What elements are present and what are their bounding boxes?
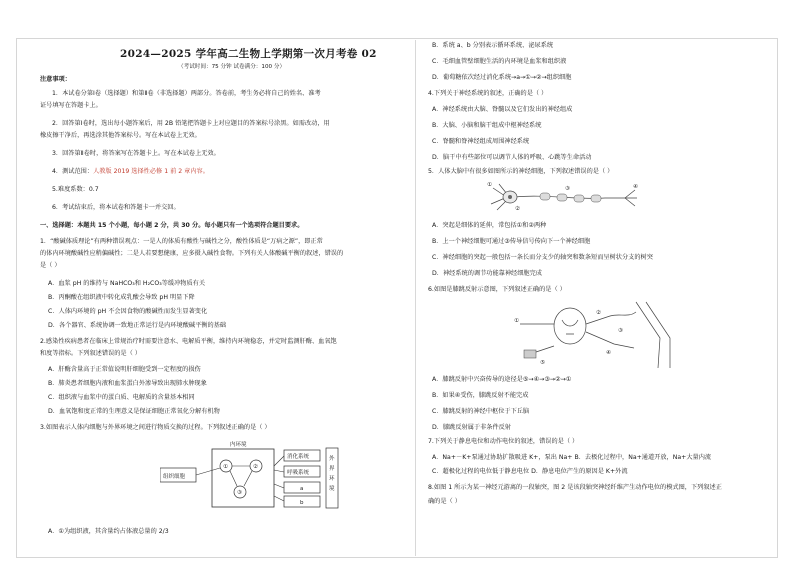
outside-label-2: 界 [329, 466, 335, 472]
q4-option-d: D．脑干中有些部位可以调节人体的呼吸、心跳等生命活动 [432, 154, 592, 161]
breath-label: 呼吸系统 [287, 470, 310, 476]
q5-option-d: D．神经系统的调节功能靠神经细胞完成 [432, 270, 542, 277]
reflex-label-3: ③ [618, 328, 623, 334]
inner-env-box [212, 449, 274, 507]
q4-line: 4.下列关于神经系统的叙述，正确的是（ ） [428, 90, 548, 97]
exam-subtitle: （考试时间：75 分钟 试卷满分：100 分） [178, 64, 286, 70]
motor-nerve [586, 332, 634, 348]
nerve-path [586, 312, 636, 324]
cell-label: 组织细胞 [163, 474, 186, 480]
arrow-inner-breath [274, 470, 284, 472]
digest-label: 消化系统 [287, 454, 310, 460]
q3-line: 3.如图表示人体内细胞与外界环境之间进行物质交换的过程。下列叙述正确的是（ ） [40, 424, 271, 431]
outside-label-1: 外 [329, 456, 335, 462]
hammer-head [524, 350, 536, 358]
arrow-inner-digest [274, 456, 284, 466]
neuron-label-2: ② [515, 206, 520, 212]
q2-line-1: 2.感染性疾病患者在临床上常规治疗时需要注意水、电解质平衡，维持内环境稳态，并定时监测肝酶、血氧饱 [40, 338, 337, 345]
q5-option-c: C．神经细胞的突起一般包括一条长而分支少的轴突和数条短而呈树状分支的树突 [432, 254, 653, 261]
notice-heading: 注意事项： [40, 76, 71, 83]
reflex-label-4: ④ [606, 350, 611, 356]
myelin-3 [574, 195, 584, 202]
myelin-1 [540, 193, 550, 200]
q4-option-c: C．脊髓和脊神经组成周围神经系统 [432, 138, 530, 145]
q2-option-c: C．组织液与血浆中的蛋白质、电解质的含量基本相同 [48, 394, 195, 401]
section-heading: 一、选择题：本题共 15 个小题，每小题 2 分，共 30 分。每小题只有一个选项符合题目要求。 [40, 222, 304, 229]
q4-option-a: A．神经系统由大脑、脊髓以及它们发出的神经组成 [432, 106, 573, 113]
q1-option-c: C．人体内环境的 pH 不会因食物的酸碱性而发生显著变化 [48, 308, 208, 315]
leg-outline [636, 302, 670, 368]
q5-option-b: B．上一个神经细胞可通过③传导信号传向下一个神经细胞 [432, 238, 591, 245]
neuron-diagram [485, 180, 645, 214]
notice-line-6 [52, 168, 209, 176]
gray-matter [562, 320, 578, 334]
q6-option-d: D．膝跳反射属于非条件反射 [432, 424, 512, 431]
myelin-4 [591, 195, 601, 202]
nucleus [508, 195, 512, 199]
q8-line-1: 8.如图 1 所示为某一神经元游离的一段轴突，图 2 是该段轴突神经纤维产生动作电位的模式图，下列叙述正 [428, 484, 722, 491]
q6-line: 6.如图是膝跳反射示意图，下列叙述正确的是（ ） [428, 286, 566, 293]
q3-option-b: B．系统 a、b 分别表示循环系统、泌尿系统 [432, 42, 554, 49]
node-1-label: ① [223, 464, 228, 470]
reflex-label-2: ② [596, 310, 601, 316]
q1-line-1: 1．“酸碱体质理论”有两种错误观点：一是人的体质有酸性与碱性之分，酸性体质是“万病之源”，即正常 [40, 238, 323, 245]
notice-line-4: 橡皮擦干净后，再选涂其他答案标号。写在本试卷上无效。 [40, 132, 201, 139]
neuron-label-4: ④ [633, 184, 638, 190]
q8-line-2: 确的是（ ） [428, 498, 461, 505]
q6-option-a: A．膝跳反射中兴奋传导的途径是⑤→④→③→②→① [432, 376, 572, 383]
q7-options-cd: C．超极化过程的电位低于静息电位 D．静息电位产生的原因是 K+外流 [432, 468, 628, 475]
q1-option-a: A．血浆 pH 的维持与 NaHCO₃和 H₂CO₃等缓冲物质有关 [48, 280, 206, 287]
reflex-label-5: ⑤ [540, 360, 545, 366]
q7-options-ab: A．Na+－K+泵通过协助扩散吸进 K+，泵出 Na+ B．去极化过程中，Na+通道开放，Na+大量内流 [432, 454, 712, 461]
q5-option-a: A．突起是细体的延伸，常包括①和②两种 [432, 222, 547, 229]
diagram-inner-label: 内环境 [230, 442, 247, 448]
neuron-label-3: ③ [565, 186, 570, 192]
notice-line-8: 6．考试结束后，将本试卷和答题卡一并交回。 [52, 204, 180, 211]
neuron-label-1: ① [487, 182, 492, 188]
system-a-label: a [300, 486, 304, 492]
q5-line: 5．人体大脑中有很多如图所示的神经细胞，下列叙述错误的是（ ） [428, 168, 614, 175]
q1-option-b: B．丙酮酸在组织液中转化成乳酸会导致 pH 明显下降 [48, 294, 195, 301]
node-3-label: ③ [237, 490, 242, 496]
q7-line: 7.下列关于静息电位和动作电位的叙述，错误的是（ ） [428, 438, 579, 445]
outside-label-4: 境 [329, 486, 335, 492]
q2-option-b: B．肺炎患者细胞内液和血浆蛋白外渗导致出现肺水肿现象 [48, 380, 207, 387]
scope-value: 人教版 2019 选择性必修 1 前 2 章内容。 [93, 168, 209, 175]
node-2-label: ② [253, 464, 258, 470]
q3-option-d: D．葡萄糖依次经过消化系统→a→①→②→组织细胞 [432, 74, 572, 81]
q1-option-d: D．各个器官、系统协调一致地正常运行是内环境酸碱平衡的基础 [48, 322, 227, 329]
outside-label-3: 环 [329, 476, 335, 482]
notice-line-3: 2．回答第Ⅰ卷时，选出每小题答案后，用 2B 铅笔把答题卡上对应题目的答案标号涂黑。如需改动，用 [52, 120, 330, 127]
arrow-cell-1 [196, 468, 220, 475]
q3-option-c: C．毛细血管壁细胞生活的内环境是血浆和组织液 [432, 58, 567, 65]
q2-option-d: D．血氧饱和度正常的生理意义是保证细胞正常氧化分解有机物 [48, 408, 220, 415]
q6-option-c: C．膝跳反射的神经中枢位于下丘脑 [432, 408, 530, 415]
q2-option-a: A．肝酶含量高于正常值说明肝细胞受到一定程度的损伤 [48, 366, 201, 373]
arrow-inner-b [274, 496, 284, 501]
q1-line-2: 的体内环境酸碱性应稍偏碱性；二是人若要想健康，应多摄入碱性食物。下列有关人体酸碱平衡的叙述，错误的 [40, 250, 344, 257]
q6-option-b: B．如果④受伤，膝跳反射不能完成 [432, 392, 529, 399]
q2-line-2: 和度等指标。下列叙述错误的是（ ） [40, 350, 141, 357]
exam-title: 2024—2025 学年高二生物上学期第一次月考卷 02 [120, 48, 377, 60]
q4-option-b: B．大脑、小脑和脑干组成中枢神经系统 [432, 122, 542, 129]
q3-diagram [160, 438, 340, 510]
q3-option-a: A．①为组织液，其含量约占体液总量的 2/3 [48, 528, 169, 535]
notice-line-2: 证号填写在答题卡上。 [40, 102, 102, 109]
arrow-inner-a [274, 484, 284, 488]
reflex-label-1: ① [514, 318, 519, 324]
notice-line-1: 1．本试卷分第Ⅰ卷（选择题）和第Ⅱ卷（非选择题）两部分。答卷前，考生务必将自己的姓名、准考 [52, 90, 321, 97]
notice-line-7: 5.难度系数：0.7 [52, 186, 99, 193]
axon-terminal [625, 190, 637, 206]
arrow-1-3 [230, 471, 237, 486]
scope-label: 4．测试范围： [52, 168, 94, 175]
arrow-2-3 [244, 471, 252, 486]
myelin-2 [557, 194, 567, 201]
axon [515, 196, 625, 198]
knee-reflex-diagram [510, 298, 680, 370]
q1-line-3: 是（ ） [40, 262, 61, 269]
system-b-label: b [300, 500, 304, 506]
notice-line-5: 3．回答第Ⅱ卷时，将答案写在答题卡上。写在本试卷上无效。 [52, 150, 220, 157]
column-divider [415, 40, 416, 556]
